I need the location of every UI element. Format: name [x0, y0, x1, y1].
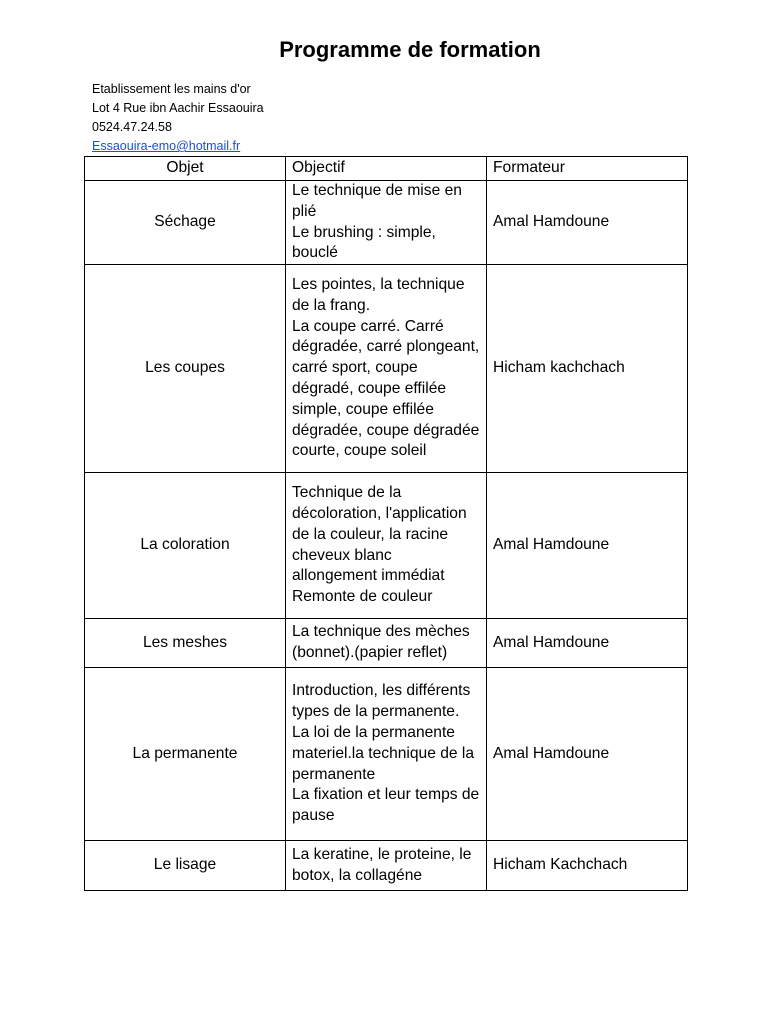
- objectif-line: Technique de la décoloration, l'application de la couleur, la racine cheveux blanc allongement immédiat: [292, 484, 467, 585]
- establishment-address: Lot 4 Rue ibn Aachir Essaouira: [92, 101, 264, 115]
- table-row: [85, 668, 688, 841]
- objectif-line: La loi de la permanente materiel.la technique de la permanente: [292, 723, 475, 783]
- table-header-row: [85, 157, 688, 181]
- objectif-cell: [286, 619, 487, 668]
- objet-cell: Les meshes: [85, 619, 286, 668]
- objectif-line: Le technique de mise en plié: [292, 182, 462, 220]
- objectif-line: Remonte de couleur: [292, 588, 433, 606]
- formateur-cell: Hicham Kachchach: [487, 841, 688, 891]
- table-row: [85, 473, 688, 619]
- establishment-email-link[interactable]: Essaouira-emo@hotmail.fr: [92, 139, 241, 153]
- objectif-line: La technique des mèches (bonnet).(papier reflet): [292, 623, 470, 662]
- formateur-cell: Amal Hamdoune: [487, 181, 688, 265]
- document-title: Programme de formation: [279, 37, 541, 62]
- column-header-objectif: Objectif: [286, 157, 487, 181]
- objet-cell: La coloration: [85, 473, 286, 619]
- objectif-cell: [286, 265, 487, 473]
- establishment-phone: 0524.47.24.58: [92, 120, 172, 134]
- establishment-name: Etablissement les mains d'or: [92, 82, 251, 96]
- table-row: [85, 265, 688, 473]
- objectif-line: Les pointes, la technique de la frang.: [292, 276, 465, 314]
- objet-cell: Les coupes: [85, 265, 286, 473]
- objectif-line: La coupe carré. Carré dégradée, carré plongeant, carré sport, coupe dégradé, coupe effilée simple, coupe effilée dégradée, coupe dégradée courte, coupe soleil: [292, 317, 480, 460]
- formateur-cell: Amal Hamdoune: [487, 668, 688, 841]
- objectif-cell: [286, 181, 487, 265]
- objectif-line: La fixation et leur temps de pause: [292, 786, 480, 825]
- objectif-cell: [286, 473, 487, 619]
- training-program-table: [84, 156, 688, 891]
- table-row: [85, 841, 688, 891]
- objet-cell: Le lisage: [85, 841, 286, 891]
- objet-cell: Séchage: [85, 181, 286, 265]
- column-header-formateur: Formateur: [487, 157, 688, 181]
- formateur-cell: Amal Hamdoune: [487, 473, 688, 619]
- objectif-line: Introduction, les différents types de la permanente.: [292, 682, 471, 721]
- table-row: [85, 619, 688, 668]
- objectif-cell: [286, 841, 487, 891]
- objectif-line: Le brushing : simple, bouclé: [292, 223, 436, 262]
- establishment-info: [92, 80, 264, 156]
- table-row: [85, 181, 688, 265]
- column-header-objet: Objet: [85, 157, 286, 181]
- formateur-cell: Hicham kachchach: [487, 265, 688, 473]
- formateur-cell: Amal Hamdoune: [487, 619, 688, 668]
- objectif-line: La keratine, le proteine, le botox, la collagéne: [292, 845, 472, 884]
- objectif-cell: [286, 668, 487, 841]
- objet-cell: La permanente: [85, 668, 286, 841]
